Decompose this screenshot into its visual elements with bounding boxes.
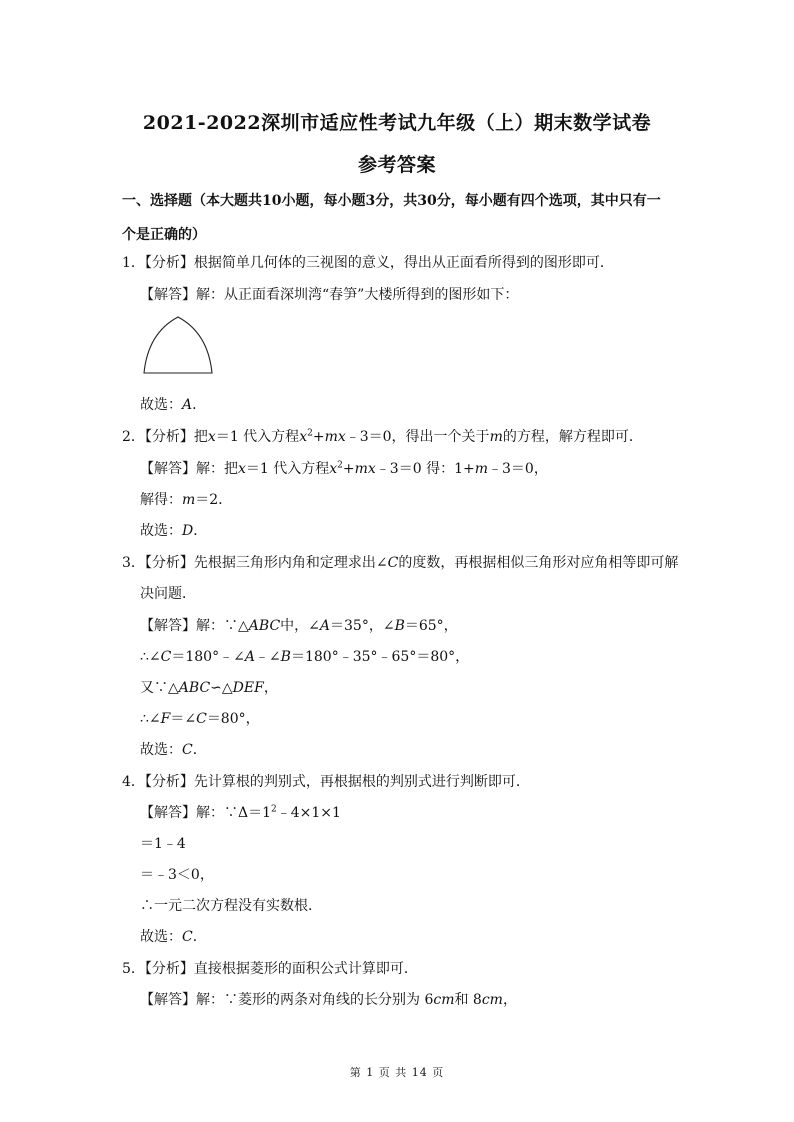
q2-choice-letter: D — [182, 523, 194, 539]
q2-text: ﹣3＝0， — [488, 461, 548, 477]
q5-text: ， — [502, 992, 517, 1008]
q3-text: ＝35°，∠ — [330, 618, 395, 634]
q2-answer-tag: 【解答】 — [140, 461, 196, 477]
q5-answer-tag: 【解答】 — [140, 992, 196, 1008]
q3-text: 解：∵△ — [196, 618, 249, 634]
q3-choice-letter: C — [182, 742, 193, 758]
q2-text: + — [312, 429, 325, 445]
q3-text: ∽△ — [210, 680, 233, 696]
q5-unit: cm — [481, 992, 503, 1008]
section-heading-line1: 一、选择题（本大题共10小题，每小题3分，共30分，每小题有四个选项，其中只有一 — [122, 193, 661, 209]
q3-analysis-tag: 【分析】 — [144, 555, 194, 571]
q3-var: F — [160, 711, 171, 727]
q4-answer — [140, 803, 341, 823]
q1-number: 1． — [122, 255, 145, 271]
q2-var: m — [489, 429, 503, 445]
q1-analysis-text: 根据简单几何体的三视图的意义，得出从正面看所得到的图形即可． — [193, 255, 614, 271]
q3-analysis — [122, 553, 678, 573]
q2-analysis-tag: 【分析】 — [144, 429, 194, 445]
q3-var: A — [319, 618, 331, 634]
q2-answer — [140, 459, 548, 479]
q3-var: C — [160, 649, 172, 665]
q1-choice-letter: A — [182, 397, 193, 413]
q4-step2: ＝1﹣4 — [140, 836, 186, 852]
q2-text: ＝1 代入方程 — [215, 429, 300, 445]
q3-var: C — [196, 711, 207, 727]
q4-choice-end: ． — [192, 929, 207, 945]
q1-analysis-tag: 【分析】 — [144, 255, 194, 271]
q4-sup: 2 — [271, 804, 277, 815]
q3-text: ＝65°， — [404, 618, 458, 634]
q2-var: x — [299, 429, 308, 445]
q2-var: x — [207, 429, 216, 445]
q4-choice — [140, 927, 207, 947]
q5-analysis — [122, 959, 418, 979]
q3-choice — [140, 740, 207, 760]
q2-var: x — [329, 461, 338, 477]
q2-var: m — [474, 461, 488, 477]
q1-answer — [140, 285, 518, 305]
q2-choice-prefix: 故选： — [140, 523, 182, 539]
q1-choice — [140, 395, 206, 415]
q4-step4: ∴一元二次方程没有实数根． — [140, 898, 322, 914]
q4-step3: ＝﹣3＜0， — [140, 867, 214, 883]
q3-step3 — [140, 678, 278, 698]
q2-text: + — [342, 461, 355, 477]
q3-text: ＝180°﹣35°﹣65°＝80°， — [290, 649, 470, 665]
q5-number: 5． — [122, 961, 145, 977]
q4-analysis-text: 先计算根的判别式，再根据根的判别式进行判断即可． — [193, 774, 530, 790]
q5-text: 解：∵菱形的两条对角线的长分别为 6 — [196, 992, 434, 1008]
q4-answer-tag: 【解答】 — [140, 805, 196, 821]
q2-text: ﹣3＝0，得出一个关于 — [345, 429, 490, 445]
q1-answer-text: 解：从正面看深圳湾“春笋”大楼所得到的图形如下： — [196, 287, 519, 303]
q4-analysis-tag: 【分析】 — [144, 774, 194, 790]
q4-choice-letter: C — [182, 929, 193, 945]
q3-analysis-line2: 决问题． — [140, 586, 196, 602]
q5-unit: cm — [433, 992, 455, 1008]
q5-analysis-tag: 【分析】 — [144, 961, 194, 977]
q2-text: ＝1 代入方程 — [245, 461, 330, 477]
q3-answer — [140, 616, 458, 636]
q3-text: ＝∠ — [170, 711, 197, 727]
q2-text: 的方程，解方程即可． — [502, 429, 643, 445]
q1-analysis — [122, 253, 614, 273]
q4-text: 解：∵ — [196, 805, 238, 821]
q5-analysis-text: 直接根据菱形的面积公式计算即可． — [193, 961, 418, 977]
q3-var: A — [244, 649, 255, 665]
q2-var: mx — [324, 429, 346, 445]
q3-choice-end: ． — [192, 742, 207, 758]
q2-var: x — [238, 461, 246, 477]
q3-var: ABC — [178, 680, 211, 696]
q4-choice-prefix: 故选： — [140, 929, 182, 945]
q3-text: 的度数，再根据相似三角形对应角相等即可解 — [398, 555, 679, 571]
q3-var: B — [280, 649, 291, 665]
q3-text: ＝180°﹣∠ — [171, 649, 245, 665]
q3-text: ， — [263, 680, 278, 696]
page-subtitle: 参考答案 — [357, 154, 436, 176]
q3-text: 又∵△ — [140, 680, 179, 696]
q3-choice-prefix: 故选： — [140, 742, 182, 758]
section-heading-line2: 个是正确的） — [122, 227, 206, 243]
q2-sup: 2 — [337, 460, 343, 471]
q2-choice-end: ． — [193, 523, 208, 539]
q2-solve — [140, 490, 232, 510]
q5-answer — [140, 990, 517, 1010]
q3-var: C — [387, 555, 399, 571]
q3-text: 先根据三角形内角和定理求出∠ — [193, 555, 388, 571]
q3-text: ﹣∠ — [254, 649, 281, 665]
q2-text: 把 — [193, 429, 208, 445]
q4-number: 4． — [122, 774, 145, 790]
q3-var: DEF — [232, 680, 264, 696]
q2-var: m — [182, 492, 196, 508]
page-title: 2021-2022深圳市适应性考试九年级（上）期末数学试卷 — [142, 112, 652, 134]
q2-number: 2． — [122, 429, 145, 445]
q3-step4 — [140, 709, 260, 729]
reuleaux-triangle-figure — [142, 315, 216, 377]
q3-var: B — [394, 618, 405, 634]
q2-text: 解得： — [140, 492, 182, 508]
q3-text: ∴∠ — [140, 649, 161, 665]
q2-text: ﹣3＝0 得：1+ — [375, 461, 475, 477]
q1-choice-end: ． — [192, 397, 207, 413]
q2-text: 解：把 — [196, 461, 238, 477]
q1-choice-prefix: 故选： — [140, 397, 182, 413]
q3-var: ABC — [248, 618, 281, 634]
q2-sup: 2 — [307, 428, 313, 439]
q2-var: mx — [354, 461, 376, 477]
q3-step2 — [140, 647, 469, 667]
q3-answer-tag: 【解答】 — [140, 618, 196, 634]
q2-analysis — [122, 427, 643, 447]
page-footer: 第 1 页 共 14 页 — [349, 1066, 445, 1079]
q2-text: ＝2． — [195, 492, 233, 508]
q3-text: ∴∠ — [140, 711, 161, 727]
q3-number: 3． — [122, 555, 145, 571]
q4-text: ﹣4×1×1 — [276, 805, 341, 821]
q2-choice — [140, 521, 207, 541]
q1-answer-tag: 【解答】 — [140, 287, 196, 303]
q5-text: 和 8 — [454, 992, 482, 1008]
q4-analysis — [122, 772, 530, 792]
q4-text: Δ＝1 — [238, 805, 272, 821]
q3-text: 中，∠ — [280, 618, 320, 634]
q3-text: ＝80°， — [206, 711, 260, 727]
